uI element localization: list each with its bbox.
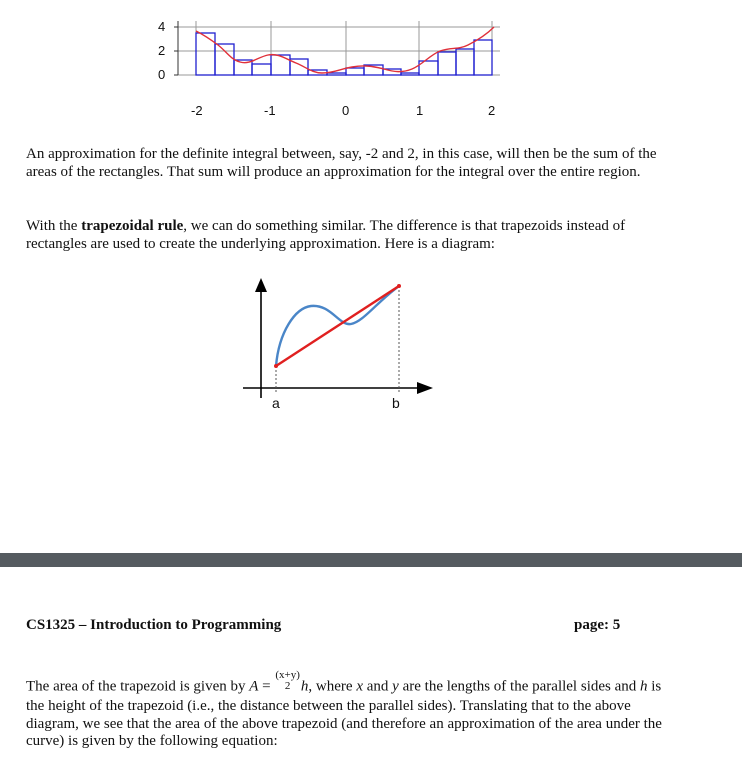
function-curve <box>196 27 494 73</box>
paragraph-trapezoidal-rule: With the trapezoidal rule, we can do something similar. The difference is that trapezoids instead of rectangles are used to create the underlying approximation. Here is a diagram: <box>26 218 626 252</box>
paragraph-trapezoid-area: The area of the trapezoid is given by A = (x+y) 2 h, where x and y are the lengths of the parallel sides and h is the height of the trapezoid (i.e., the distance between the parallel sides). Translating that to the above diagram, we see that the area of the above trapezoid (and therefore an approximation of the area under the curve) is given by the following equation: <box>26 669 662 749</box>
rectangle-approximation-figure <box>140 15 520 125</box>
page-break-bar <box>0 553 742 567</box>
trapezoid-chord <box>276 286 399 366</box>
y-tick-label: 0 <box>158 67 166 82</box>
rectangle-plot <box>140 15 520 125</box>
x-tick-label: -2 <box>191 103 203 118</box>
page-number: page: 5 <box>574 617 621 633</box>
fraction: (x+y) 2 <box>275 669 300 692</box>
y-tick-label: 2 <box>158 43 166 58</box>
paragraph-rectangle-sum: An approximation for the definite integral between, say, -2 and 2, in this case, will then be the sum of the areas of the rectangles. That sum will produce an approximation for the integral over the entire region. <box>26 146 657 180</box>
label-b: b <box>392 395 400 411</box>
y-axis-arrow <box>255 278 267 292</box>
course-header: CS1325 – Introduction to Programming <box>26 617 282 633</box>
x-axis-arrow <box>417 382 433 394</box>
x-tick-label: 2 <box>488 103 496 118</box>
trapezoid-plot <box>235 272 445 417</box>
y-tick-label: 4 <box>158 19 166 34</box>
x-tick-label: -1 <box>264 103 276 118</box>
trapezoidal-rule-term: trapezoidal rule <box>81 218 184 234</box>
x-tick-label: 1 <box>416 103 424 118</box>
x-tick-label: 0 <box>342 103 350 118</box>
label-a: a <box>272 395 280 411</box>
trapezoid-diagram <box>235 272 445 417</box>
